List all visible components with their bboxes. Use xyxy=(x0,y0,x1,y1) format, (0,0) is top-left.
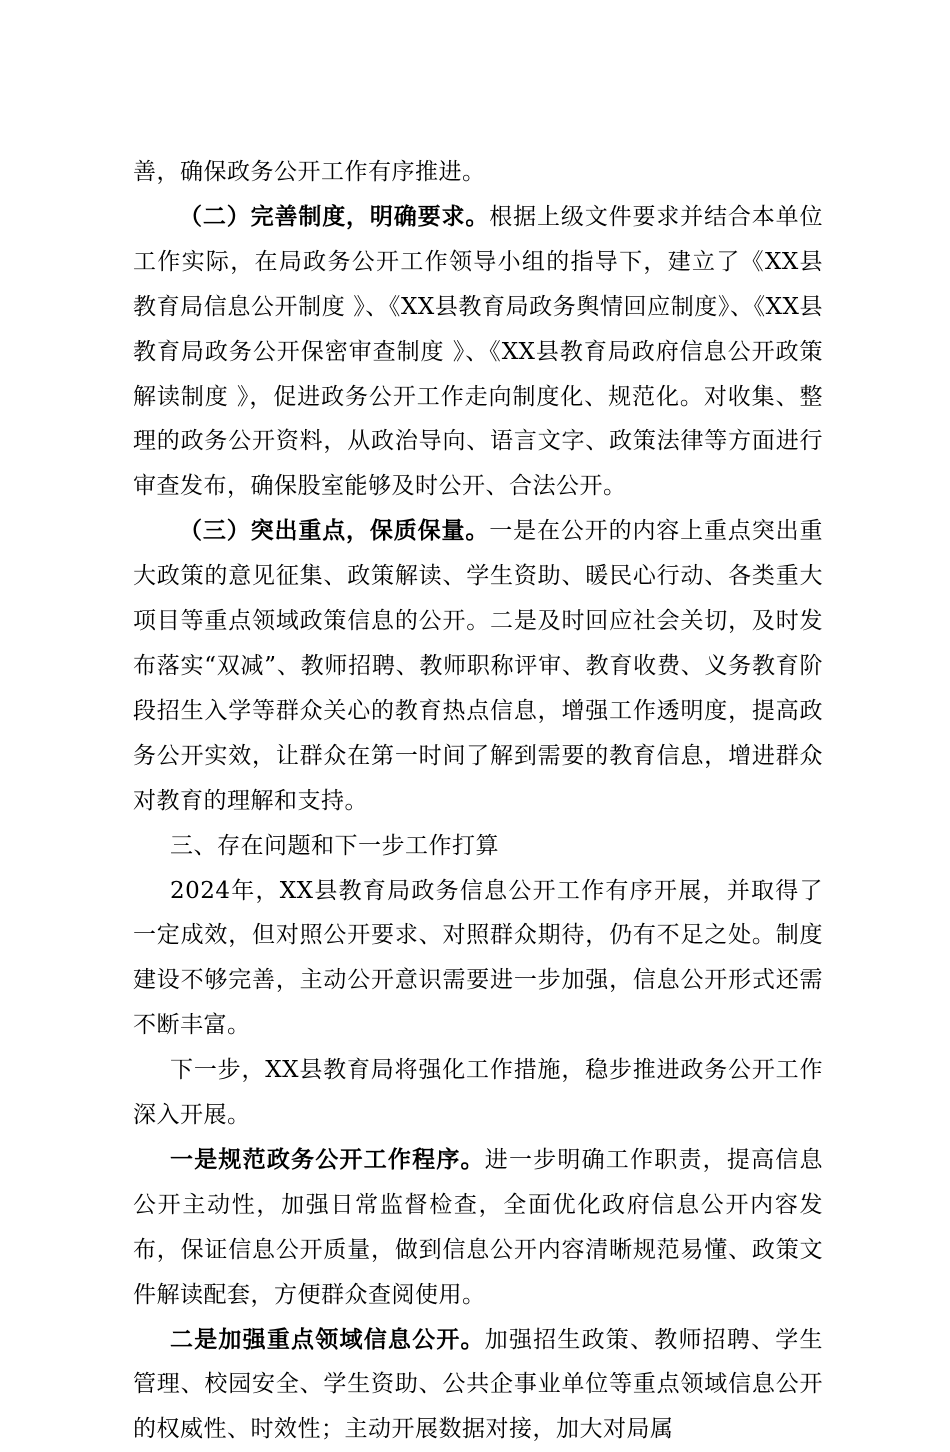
paragraph-text: 进一步明确工作职责，提高信息公开主动性，加强日常监督检查，全面优化政府信息公开内容发布，保证信息公开质量，做到信息公开内容清晰规范易懂、政策文件解读配套，方便群众查阅使用。 xyxy=(133,1146,824,1308)
paragraph-continuation xyxy=(133,150,823,195)
paragraph-text: 加强招生政策、教师招聘、学生管理、校园安全、学生资助、公共企事业单位等重点领域信息公开的权威性、时效性；主动开展数据对接，加大对局属 xyxy=(133,1326,824,1443)
paragraph-lead: （二）完善制度，明确要求。 xyxy=(179,203,490,230)
section-heading: 三、存在问题和下一步工作打算 xyxy=(170,832,499,859)
paragraph-key-areas xyxy=(133,1318,823,1452)
paragraph-highlight-focus xyxy=(133,509,823,823)
document-body xyxy=(133,150,823,1452)
paragraph-text: 一是在公开的内容上重点突出重大政策的意见征集、政策解读、学生资助、暖民心行动、各类重大项目等重点领域政策信息的公开。二是及时回应社会关切，及时发布落实“双减”、教师招聘、教师职称评审、教育收费、义务教育阶段招生入学等群众关心的教育热点信息，增强工作透明度，提高政务公开实效，让群众在第一时间了解到需要的教育信息，增进群众对教育的理解和支持。 xyxy=(133,518,824,814)
paragraph-text: 下一步，XX县教育局将强化工作措施，稳步推进政务公开工作深入开展。 xyxy=(133,1057,823,1129)
paragraph-lead: 二是加强重点领域信息公开。 xyxy=(170,1326,485,1353)
paragraph-text: 2024年，XX县教育局政务信息公开工作有序开展，并取得了一定成效，但对照公开要求、对照群众期待，仍有不足之处。制度建设不够完善，主动公开意识需要进一步加强，信息公开形式还需不断丰富。 xyxy=(133,877,823,1039)
paragraph-text: 根据上级文件要求并结合本单位工作实际，在局政务公开工作领导小组的指导下，建立了《XX县教育局信息公开制度 》、《XX县教育局政务舆情回应制度》、《XX县教育局政务公开保密审查制度 》、《XX县教育局政府信息公开政策解读制度 》，促进政务公开工作走向制度化、规范化。对收集、整理的政务公开资料，从政治导向、语言文字、政策法律等方面进行审查发布，确保股室能够及时公开、合法公开。 xyxy=(133,203,824,500)
paragraph-standardize-procedure xyxy=(133,1138,823,1318)
paragraph-next-step xyxy=(133,1048,823,1138)
paragraph-lead: 一是规范政务公开工作程序。 xyxy=(170,1146,485,1173)
paragraph-text: 善，确保政务公开工作有序推进。 xyxy=(133,159,486,185)
paragraph-problems xyxy=(133,869,823,1049)
paragraph-improve-system xyxy=(133,195,823,509)
paragraph-lead: （三）突出重点，保质保量。 xyxy=(179,518,490,545)
